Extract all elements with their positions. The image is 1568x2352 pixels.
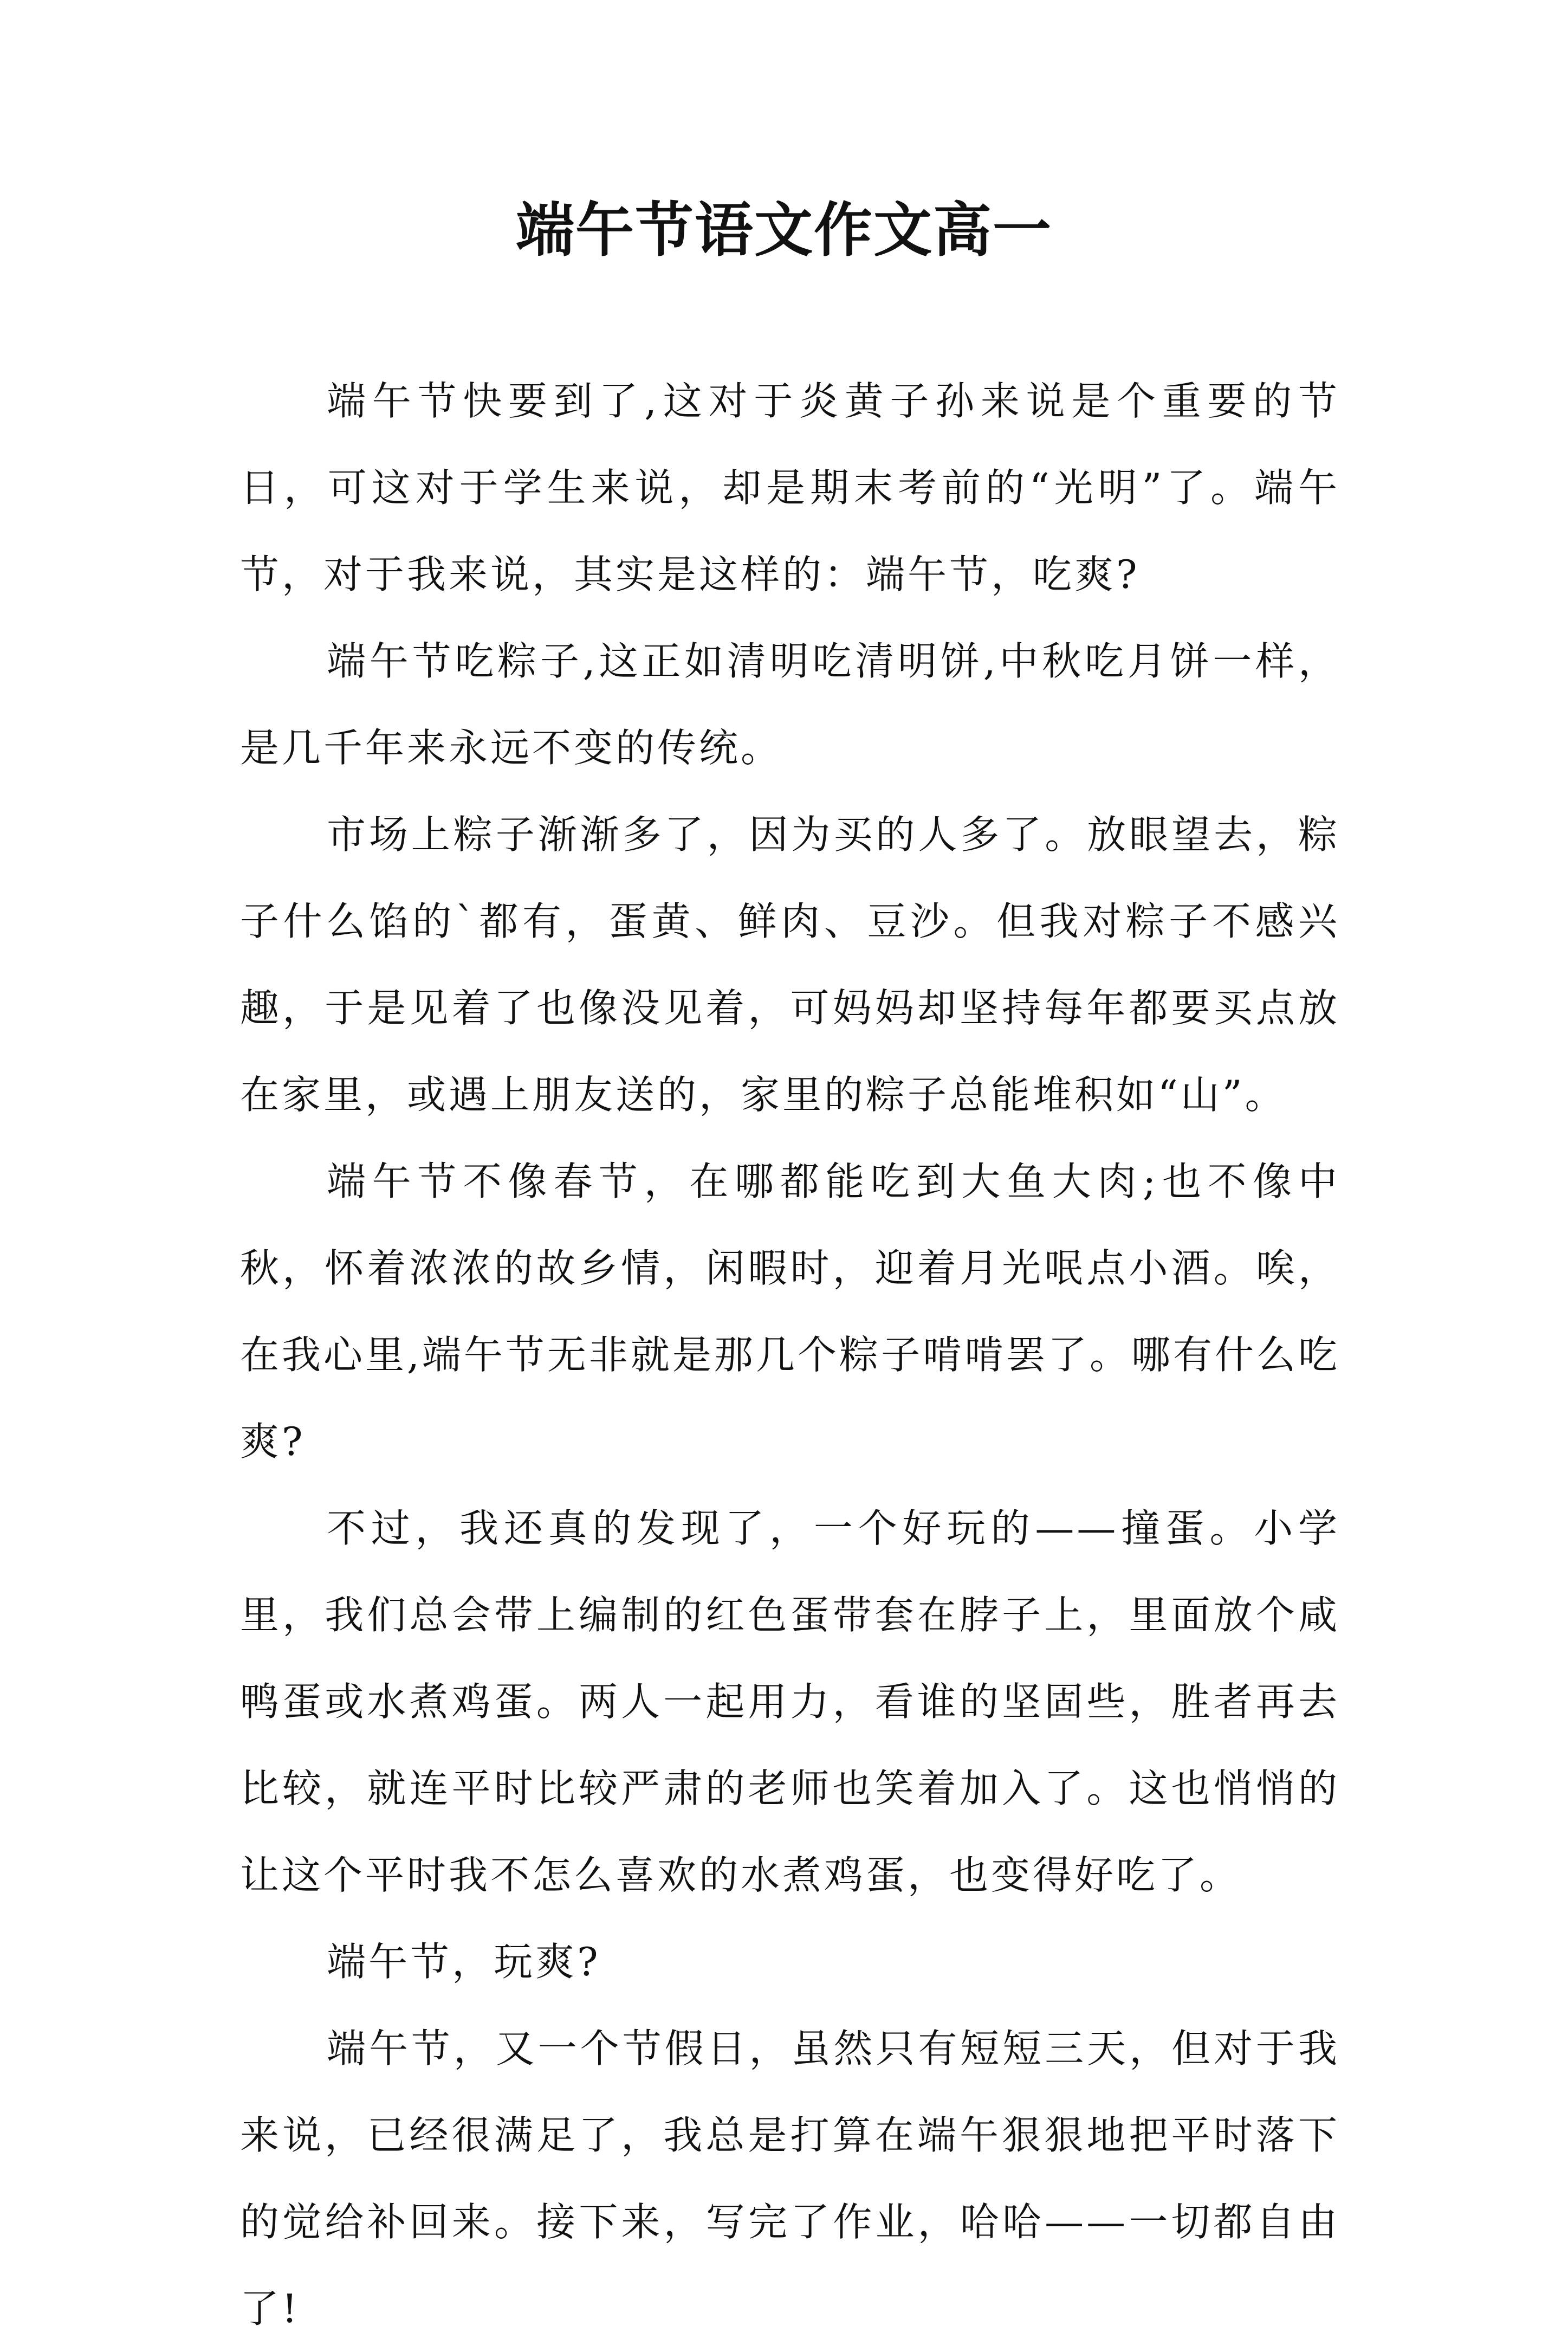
paragraph: 市场上粽子渐渐多了，因为买的人多了。放眼望去，粽子什么馅的`都有，蛋黄、鲜肉、豆沙。但我对粽子不感兴趣，于是见着了也像没见着，可妈妈却坚持每年都要买点放在家里，或遇上朋友送的，家里的粽子总能堆积如“山”。 — [240, 812, 1340, 1117]
paragraph: 端午节快要到了,这对于炎黄子孙来说是个重要的节日，可这对于学生来说，却是期末考前的“光明”了。端午节，对于我来说，其实是这样的：端午节，吃爽? — [240, 378, 1340, 597]
document-title: 端午节语文作文高一 — [515, 196, 1052, 264]
paragraph: 端午节不像春节，在哪都能吃到大鱼大肉;也不像中秋，怀着浓浓的故乡情，闲暇时，迎着月光呡点小酒。唉，在我心里,端午节无非就是那几个粽子啃啃罢了。哪有什么吃爽? — [240, 1159, 1340, 1464]
paragraph: 不过，我还真的发现了，一个好玩的——撞蛋。小学里，我们总会带上编制的红色蛋带套在脖子上，里面放个咸鸭蛋或水煮鸡蛋。两人一起用力，看谁的坚固些，胜者再去比较，就连平时比较严肃的老师也笑着加入了。这也悄悄的让这个平时我不怎么喜欢的水煮鸡蛋，也变得好吃了。 — [240, 1505, 1340, 1898]
paragraph: 端午节，玩爽? — [327, 1939, 601, 1985]
paragraph: 端午节，又一个节假日，虽然只有短短三天，但对于我来说，已经很满足了，我总是打算在端午狠狠地把平时落下的觉给补回来。接下来，写完了作业，哈哈——一切都自由了! — [240, 2026, 1340, 2331]
document-body — [240, 358, 1340, 2352]
paragraph: 端午节吃粽子,这正如清明吃清明饼,中秋吃月饼一样，是几千年来永远不变的传统。 — [240, 638, 1340, 771]
